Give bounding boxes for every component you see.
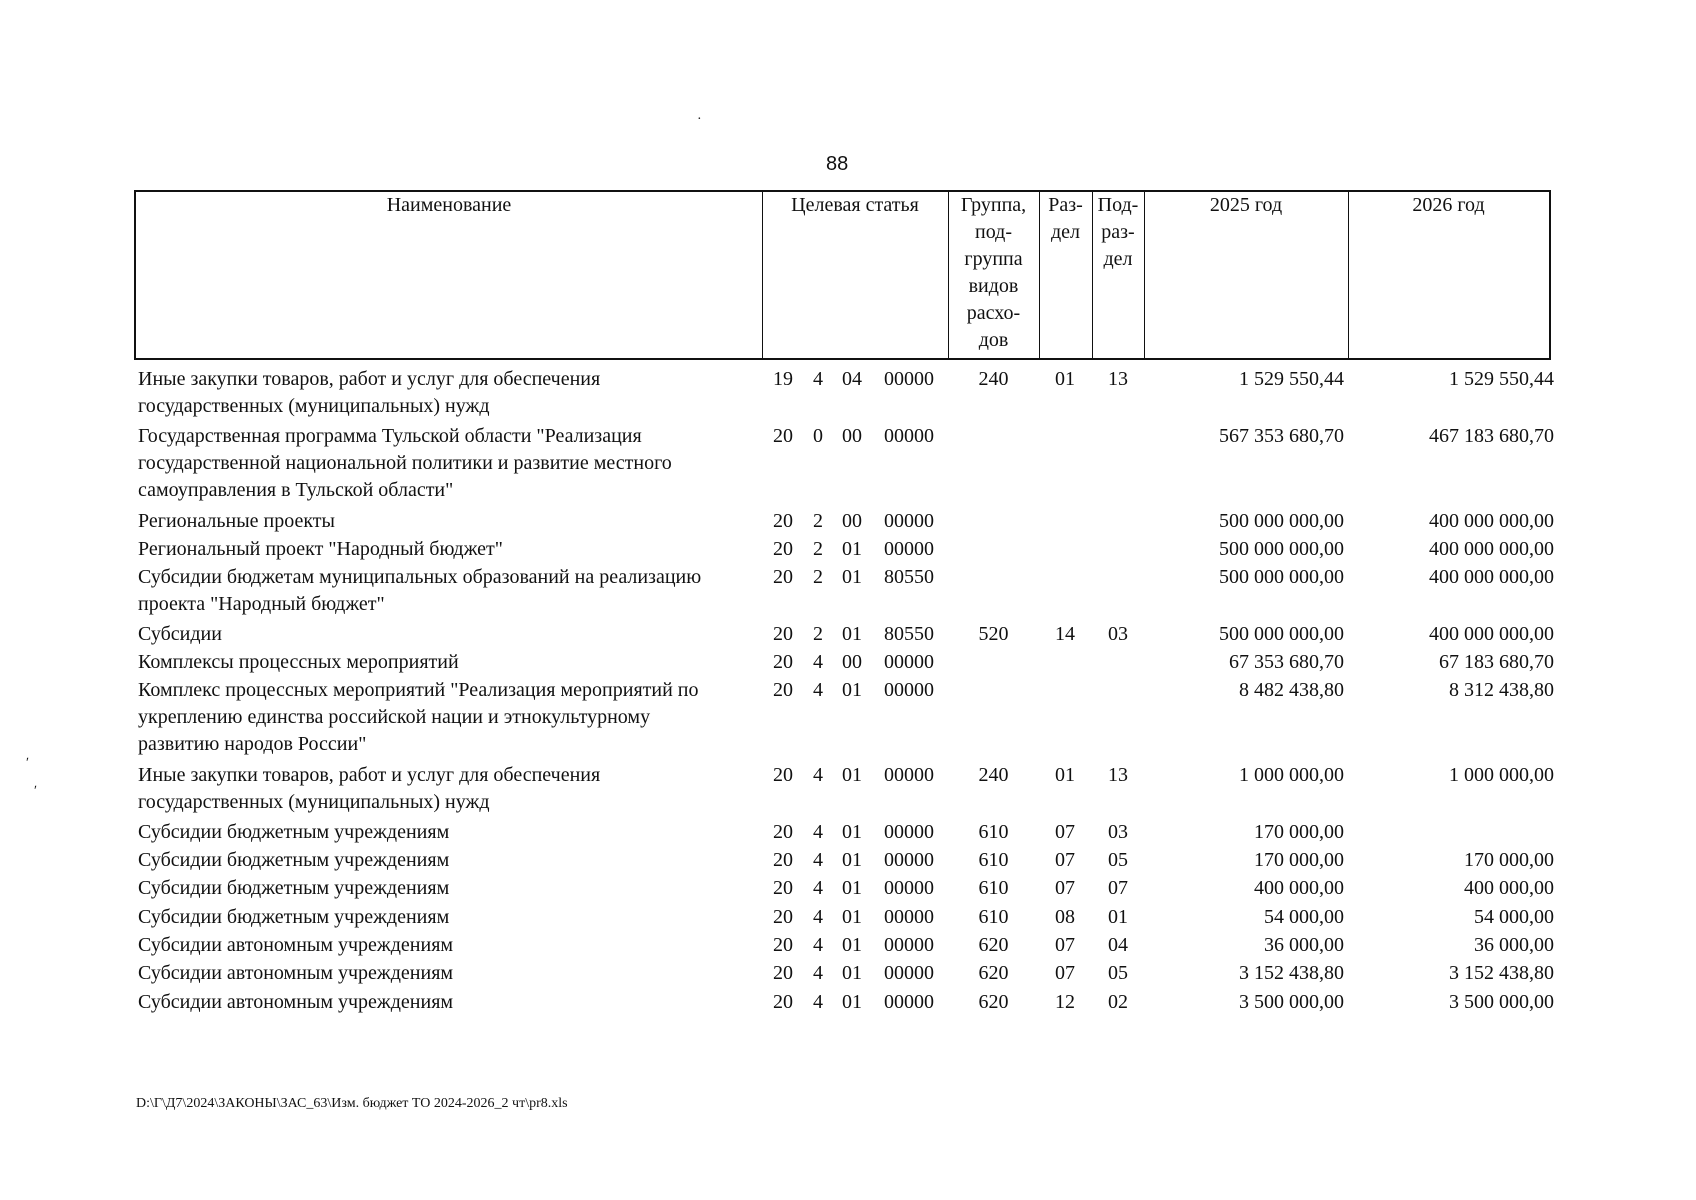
target-code-1: 20 xyxy=(773,905,793,928)
group-code: 620 xyxy=(978,934,1009,956)
amount-2026: 467 183 680,70 xyxy=(1429,424,1554,447)
section-code: 07 xyxy=(1055,820,1075,843)
subsection-code: 01 xyxy=(1108,905,1128,928)
amount-2025: 1 529 550,44 xyxy=(1239,368,1344,390)
row-name: Субсидии бюджетам муниципальных образований на реализацию проекта "Народный бюджет" xyxy=(138,566,702,616)
target-code-1: 19 xyxy=(773,368,793,390)
group-code: 610 xyxy=(978,877,1009,900)
amount-2026: 170 000,00 xyxy=(1464,849,1554,872)
target-code-2: 4 xyxy=(813,368,823,390)
margin-mark: ʹ xyxy=(34,784,38,799)
row-name: Комплексы процессных мероприятий xyxy=(138,651,459,673)
group-code: 620 xyxy=(978,962,1009,985)
group-code: 240 xyxy=(978,764,1009,787)
group-code: 610 xyxy=(978,849,1009,872)
target-code-1: 20 xyxy=(773,424,793,447)
target-code-2: 4 xyxy=(813,905,823,928)
header-name: Наименование xyxy=(386,194,512,216)
footer-file-path: D:\Г\Д7\2024\ЗАКОНЫ\ЗАС_63\Изм. бюджет ТО 2024-2026_2 чт\pr8.xls xyxy=(136,1096,568,1111)
row-name: Субсидии бюджетным учреждениям xyxy=(138,905,450,928)
row-name: Государственная программа Тульской области "Реализация государственной национальной политики и развитие местного самоуправления в Тульской области" xyxy=(138,424,672,501)
target-code-4: 00000 xyxy=(884,651,934,673)
page-number: 88 xyxy=(826,153,849,175)
subsection-code: 07 xyxy=(1108,877,1128,900)
subsection-code: 13 xyxy=(1108,764,1128,787)
subsection-code: 03 xyxy=(1108,820,1128,843)
amount-2026: 400 000 000,00 xyxy=(1429,566,1554,589)
target-code-2: 4 xyxy=(813,651,823,673)
subsection-code: 05 xyxy=(1108,849,1128,872)
group-code: 610 xyxy=(978,905,1009,928)
target-code-2: 4 xyxy=(813,990,823,1013)
amount-2025: 36 000,00 xyxy=(1264,934,1344,956)
subsection-code: 03 xyxy=(1108,622,1128,645)
target-code-2: 4 xyxy=(813,764,823,787)
target-code-4: 00000 xyxy=(884,849,934,872)
group-code: 240 xyxy=(978,368,1009,390)
row-name: Субсидии автономным учреждениям xyxy=(138,990,454,1013)
target-code-4: 00000 xyxy=(884,368,934,390)
amount-2025: 500 000 000,00 xyxy=(1219,537,1344,560)
target-code-4: 00000 xyxy=(884,820,934,843)
target-code-3: 04 xyxy=(842,368,862,390)
target-code-3: 01 xyxy=(842,566,862,589)
row-name: Субсидии автономным учреждениям xyxy=(138,934,454,956)
amount-2026: 8 312 438,80 xyxy=(1449,679,1554,702)
amount-2025: 1 000 000,00 xyxy=(1239,764,1344,787)
amount-2025: 3 152 438,80 xyxy=(1239,962,1344,985)
target-code-3: 01 xyxy=(842,962,862,985)
amount-2025: 3 500 000,00 xyxy=(1239,990,1344,1013)
amount-2025: 170 000,00 xyxy=(1254,820,1344,843)
subsection-code: 04 xyxy=(1108,934,1128,956)
row-name: Субсидии бюджетным учреждениям xyxy=(138,820,450,843)
header-2026: 2026 год xyxy=(1412,194,1485,216)
target-code-2: 4 xyxy=(813,934,823,956)
row-name: Субсидии бюджетным учреждениям xyxy=(138,877,450,900)
target-code-3: 01 xyxy=(842,990,862,1013)
target-code-1: 20 xyxy=(773,877,793,900)
section-code: 07 xyxy=(1055,962,1075,985)
section-code: 07 xyxy=(1055,877,1075,900)
amount-2025: 500 000 000,00 xyxy=(1219,622,1344,645)
amount-2025: 567 353 680,70 xyxy=(1219,424,1344,447)
target-code-4: 00000 xyxy=(884,679,934,702)
target-code-4: 00000 xyxy=(884,962,934,985)
target-code-1: 20 xyxy=(773,566,793,589)
section-code: 12 xyxy=(1055,990,1075,1013)
target-code-4: 80550 xyxy=(884,622,934,645)
margin-mark: ʹ xyxy=(26,756,30,771)
target-code-2: 2 xyxy=(813,566,823,589)
row-name: Субсидии xyxy=(138,622,222,645)
section-code: 07 xyxy=(1055,849,1075,872)
target-code-1: 20 xyxy=(773,820,793,843)
target-code-1: 20 xyxy=(773,679,793,702)
amount-2026: 400 000 000,00 xyxy=(1429,537,1554,560)
row-name: Комплекс процессных мероприятий "Реализация мероприятий по укреплению единства российской нации и этнокультурному развитию народов России" xyxy=(138,679,699,756)
target-code-1: 20 xyxy=(773,622,793,645)
amount-2025: 170 000,00 xyxy=(1254,849,1344,872)
target-code-1: 20 xyxy=(773,537,793,560)
target-code-3: 01 xyxy=(842,537,862,560)
amount-2025: 54 000,00 xyxy=(1264,905,1344,928)
target-code-4: 00000 xyxy=(884,934,934,956)
target-code-4: 00000 xyxy=(884,537,934,560)
subsection-code: 02 xyxy=(1108,990,1128,1013)
section-code: 14 xyxy=(1055,622,1075,645)
target-code-3: 01 xyxy=(842,877,862,900)
target-code-2: 4 xyxy=(813,962,823,985)
header-2025: 2025 год xyxy=(1209,194,1283,216)
target-code-1: 20 xyxy=(773,849,793,872)
row-name: Иные закупки товаров, работ и услуг для обеспечения государственных (муниципальных) нужд xyxy=(138,764,601,814)
target-code-3: 01 xyxy=(842,905,862,928)
target-code-2: 0 xyxy=(813,424,823,447)
row-name: Субсидии автономным учреждениям xyxy=(138,962,454,985)
section-code: 01 xyxy=(1055,368,1075,390)
target-code-4: 00000 xyxy=(884,424,934,447)
target-code-3: 01 xyxy=(842,679,862,702)
amount-2026: 400 000 000,00 xyxy=(1429,509,1554,532)
target-code-2: 4 xyxy=(813,877,823,900)
target-code-3: 01 xyxy=(842,820,862,843)
target-code-4: 80550 xyxy=(884,566,934,589)
amount-2025: 67 353 680,70 xyxy=(1229,651,1344,673)
amount-2026: 400 000,00 xyxy=(1464,877,1554,900)
table-header xyxy=(134,190,1551,360)
target-code-1: 20 xyxy=(773,962,793,985)
header-target: Целевая статья xyxy=(791,194,919,216)
subsection-code: 05 xyxy=(1108,962,1128,985)
target-code-3: 01 xyxy=(842,764,862,787)
target-code-2: 2 xyxy=(813,537,823,560)
amount-2026: 36 000,00 xyxy=(1474,934,1554,956)
target-code-4: 00000 xyxy=(884,764,934,787)
target-code-4: 00000 xyxy=(884,990,934,1013)
group-code: 610 xyxy=(978,820,1009,843)
target-code-1: 20 xyxy=(773,934,793,956)
header-subsection: Под- раз- дел xyxy=(1097,194,1139,270)
row-name: Иные закупки товаров, работ и услуг для обеспечения государственных (муниципальных) нужд xyxy=(138,368,601,417)
header-group: Группа, под- группа видов расхо- дов xyxy=(960,194,1027,351)
amount-2025: 500 000 000,00 xyxy=(1219,509,1344,532)
section-code: 07 xyxy=(1055,934,1075,956)
target-code-2: 4 xyxy=(813,849,823,872)
amount-2026: 1 000 000,00 xyxy=(1449,764,1554,787)
target-code-3: 00 xyxy=(842,424,862,447)
amount-2026: 54 000,00 xyxy=(1474,905,1554,928)
amount-2025: 8 482 438,80 xyxy=(1239,679,1344,702)
row-name: Региональные проекты xyxy=(138,509,335,532)
target-code-3: 01 xyxy=(842,934,862,956)
target-code-3: 00 xyxy=(842,509,862,532)
row-name: Региональный проект "Народный бюджет" xyxy=(138,537,503,560)
amount-2025: 400 000,00 xyxy=(1254,877,1344,900)
target-code-3: 01 xyxy=(842,849,862,872)
target-code-4: 00000 xyxy=(884,905,934,928)
subsection-code: 13 xyxy=(1108,368,1128,390)
group-code: 520 xyxy=(978,622,1009,645)
amount-2026: 3 152 438,80 xyxy=(1449,962,1554,985)
target-code-2: 4 xyxy=(813,679,823,702)
amount-2026: 1 529 550,44 xyxy=(1449,368,1554,390)
amount-2026: 400 000 000,00 xyxy=(1429,622,1554,645)
section-code: 01 xyxy=(1055,764,1075,787)
target-code-4: 00000 xyxy=(884,509,934,532)
target-code-1: 20 xyxy=(773,990,793,1013)
target-code-4: 00000 xyxy=(884,877,934,900)
amount-2026: 3 500 000,00 xyxy=(1449,990,1554,1013)
header-section: Раз- дел xyxy=(1048,194,1083,243)
amount-2026: 67 183 680,70 xyxy=(1439,651,1554,673)
target-code-2: 4 xyxy=(813,820,823,843)
target-code-2: 2 xyxy=(813,509,823,532)
amount-2025: 500 000 000,00 xyxy=(1219,566,1344,589)
target-code-1: 20 xyxy=(773,764,793,787)
target-code-1: 20 xyxy=(773,509,793,532)
margin-mark: · xyxy=(697,112,702,127)
group-code: 620 xyxy=(978,990,1009,1013)
target-code-2: 2 xyxy=(813,622,823,645)
target-code-3: 00 xyxy=(842,651,862,673)
target-code-3: 01 xyxy=(842,622,862,645)
section-code: 08 xyxy=(1055,905,1075,928)
target-code-1: 20 xyxy=(773,651,793,673)
row-name: Субсидии бюджетным учреждениям xyxy=(138,849,450,872)
